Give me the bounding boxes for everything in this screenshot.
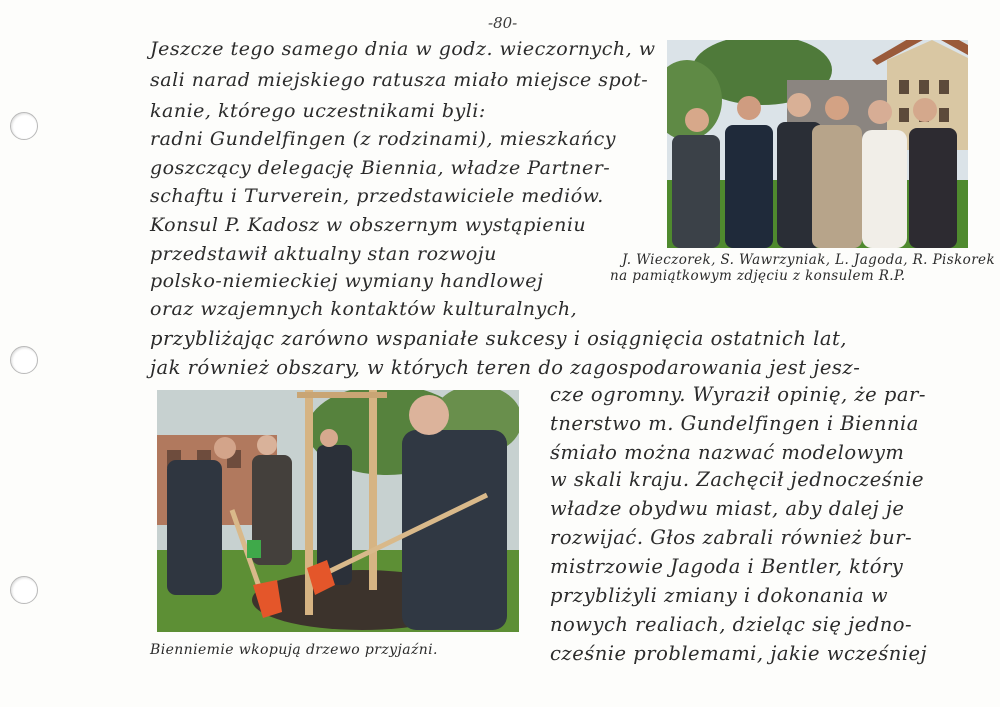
text-line: w skali kraju. Zachęcił jednocześnie [550, 468, 925, 491]
page-number: -80- [488, 14, 518, 32]
text-line: przedstawił aktualny stan rozwoju [150, 243, 497, 265]
text-line: Konsul P. Kadosz w obszernym wystąpieniu [150, 214, 587, 236]
text-line: cześnie problemami, jakie wcześniej [550, 642, 928, 665]
tree-planting-image [157, 390, 519, 632]
text-line: polsko-niemieckiej wymiany handlowej [150, 270, 544, 292]
photo-caption: Bienniemie wkopują drzewo przyjaźni. [150, 642, 438, 658]
punch-hole-icon [10, 576, 38, 604]
text-line: Jeszcze tego samego dnia w godz. wieczornych, w [150, 38, 656, 60]
group-photo [667, 40, 968, 248]
text-line: jak również obszary, w których teren do zagospodarowania jest jesz- [150, 356, 861, 379]
text-line: radni Gundelfingen (z rodzinami), mieszkańcy [150, 128, 617, 150]
text-line: mistrzowie Jagoda i Bentler, który [550, 555, 904, 578]
text-line: cze ogromny. Wyraził opinię, że par- [550, 383, 926, 406]
text-line: oraz wzajemnych kontaktów kulturalnych, [150, 298, 578, 320]
text-line: kanie, którego uczestnikami byli: [150, 100, 486, 122]
photo-caption: J. Wieczorek, S. Wawrzyniak, L. Jagoda, R. Piskorek [622, 252, 996, 268]
punch-hole-icon [10, 112, 38, 140]
text-line: goszczący delegację Biennia, władze Partner- [150, 157, 611, 179]
text-line: przybliżając zarówno wspaniałe sukcesy i osiągnięcia ostatnich lat, [150, 327, 848, 350]
punch-hole-icon [10, 346, 38, 374]
text-line: sali narad miejskiego ratusza miało miejsce spot- [150, 69, 649, 91]
text-line: władze obydwu miast, aby dalej je [550, 497, 905, 520]
text-line: śmiało można nazwać modelowym [550, 441, 905, 464]
group-photo-image [667, 40, 968, 248]
photo-caption: na pamiątkowym zdjęciu z konsulem R.P. [610, 268, 906, 284]
text-line: przybliżyli zmiany i dokonania w [550, 584, 889, 607]
text-line: tnerstwo m. Gundelfingen i Biennia [550, 412, 919, 435]
text-line: rozwijać. Głos zabrali również bur- [550, 526, 913, 549]
text-line: schaftu i Turverein, przedstawiciele mediów. [150, 185, 604, 207]
tree-planting-photo [157, 390, 519, 632]
text-line: nowych realiach, dzieląc się jedno- [550, 613, 913, 636]
